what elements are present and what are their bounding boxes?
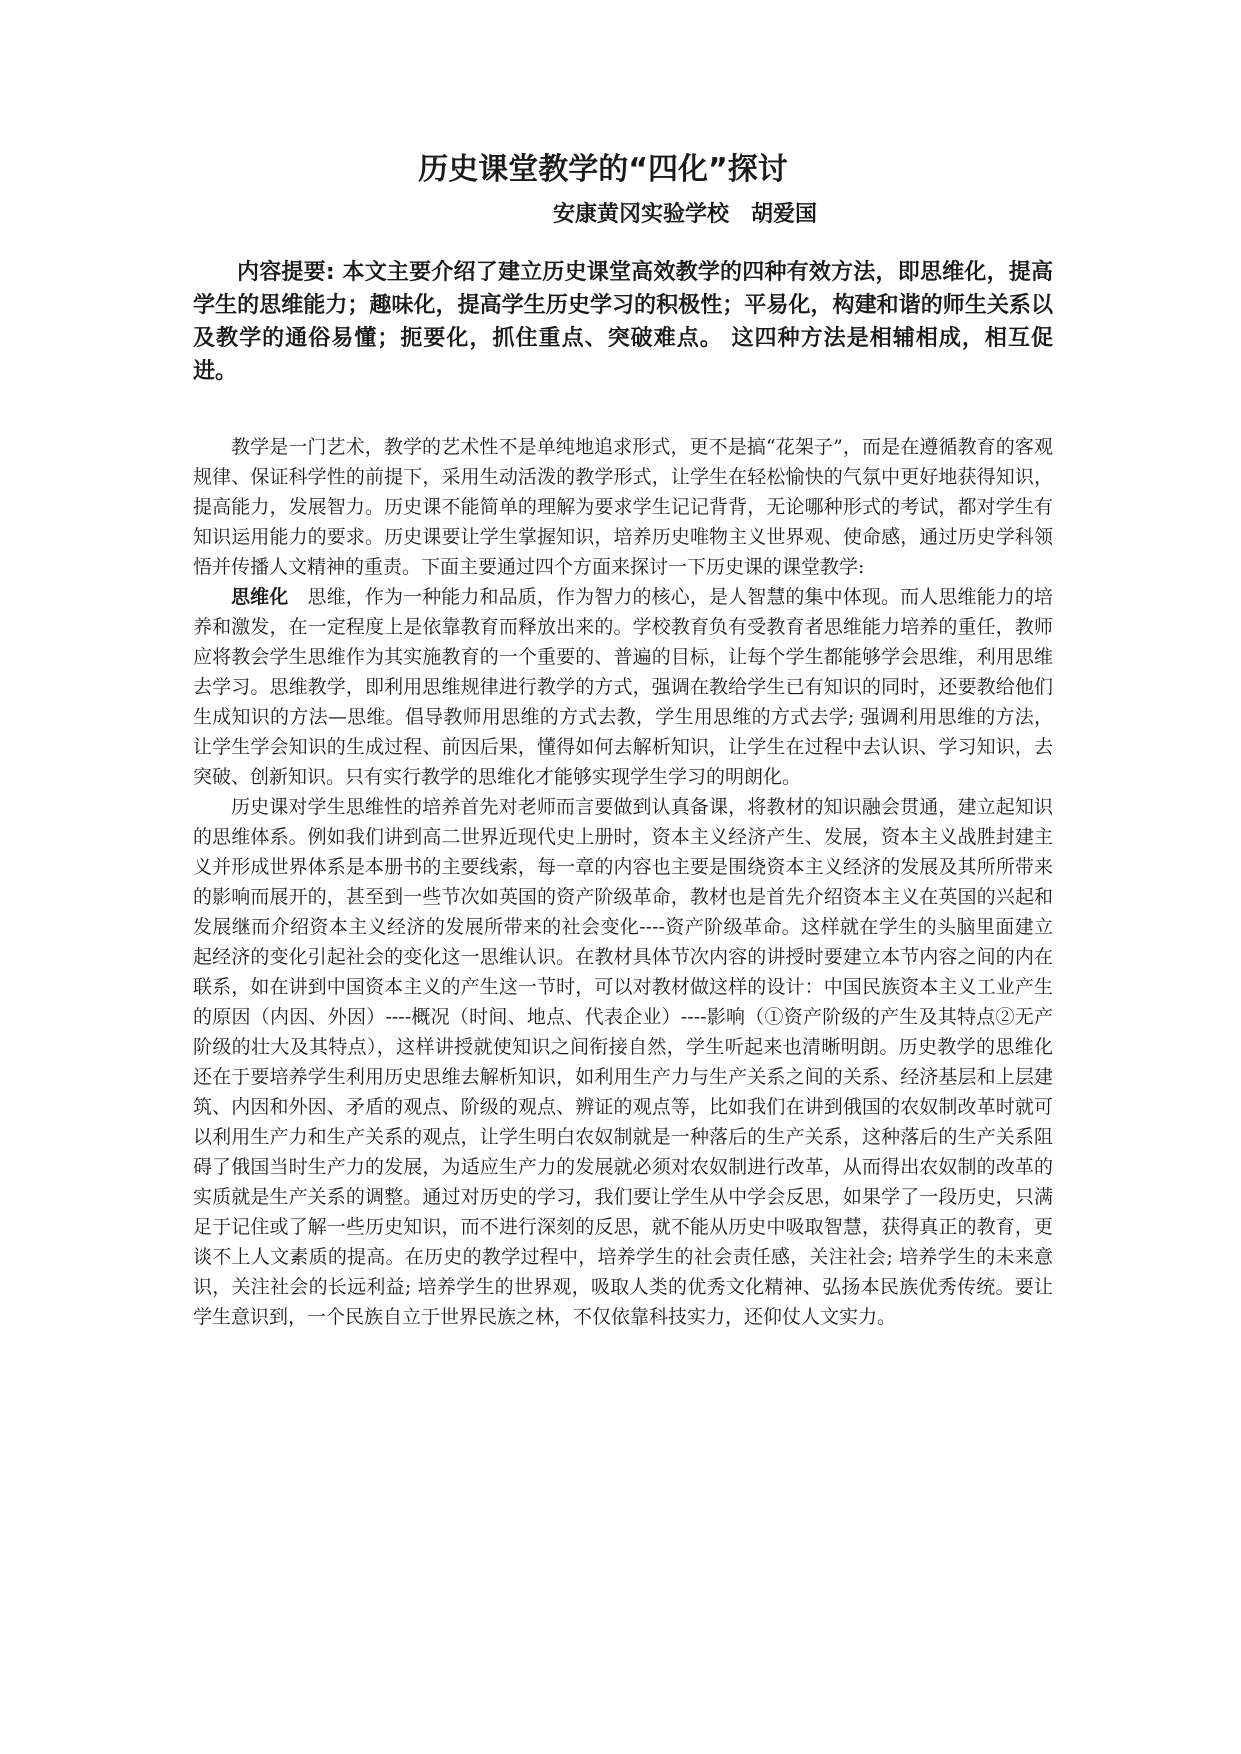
body-paragraph-3: 历史课对学生思维性的培养首先对老师而言要做到认真备课，将教材的知识融会贯通，建立起知识的思维体系。例如我们讲到高二世界近现代史上册时，资本主义经济产生、发展，资本主义战胜封建主义并形成世界体系是本册书的主要线索，每一章的内容也主要是围绕资本主义经济的发展及其所所带来的影响而展开的，甚至到一些节次如英国的资产阶级革命，教材也是首先介绍资本主义在英国的兴起和发展继而介绍资本主义经济的发展所带来的社会变化----资产阶级革命。这样就在学生的头脑里面建立起经济的变化引起社会的变化这一思维认识。在教材具体节次内容的讲授时要建立本节内容之间的内在联系，如在讲到中国资本主义的产生这一节时，可以对教材做这样的设计：中国民族资本主义工业产生的原因（内因、外因）----概况（时间、地点、代表企业）----影响（①资产阶级的产生及其特点②无产阶级的壮大及其特点），这样讲授就使知识之间衔接自然，学生听起来也清晰明朗。历史教学的思维化还在于要培养学生利用历史思维去解析知识，如利用生产力与生产关系之间的关系、经济基层和上层建筑、内因和外因、矛盾的观点、阶级的观点、辨证的观点等，比如我们在讲到俄国的农奴制改革时就可以利用生产力和生产关系的观点，让学生明白农奴制就是一种落后的生产关系，这种落后的生产关系阻碍了俄国当时生产力的发展，为适应生产力的发展就必须对农奴制进行改革，从而得出农奴制的改革的实质就是生产关系的调整。通过对历史的学习，我们要让学生从中学会反思，如果学了一段历史，只满足于记住或了解一些历史知识，而不进行深刻的反思，就不能从历史中吸取智慧，获得真正的教育，更谈不上人文素质的提高。在历史的教学过程中，培养学生的社会责任感，关注社会; 培养学生的未来意识，关注社会的长远利益; 培养学生的世界观，吸取人类的优秀文化精神、弘扬本民族优秀传统。要让学生意识到，一个民族自立于世界民族之林，不仅依靠科技实力，还仰仗人文实力。 (193, 796, 1053, 1328)
section-heading-thinking: 思维化 (231, 586, 289, 608)
document-title: 历史课堂教学的“四化”探讨 (418, 152, 788, 187)
body-paragraph-2 (193, 582, 1053, 792)
author-line: 安康黄冈实验学校 胡爱国 (553, 202, 818, 227)
abstract-text: 本文主要介绍了建立历史课堂高效教学的四种有效方法，即思维化，提高学生的思维能力；趣味化，提高学生历史学习的积极性；平易化，构建和谐的师生关系以及教学的通俗易懂；扼要化，抓住重点、突破难点。 这四种方法是相辅相成，相互促进。 (193, 260, 1053, 384)
body-paragraph-1: 教学是一门艺术，教学的艺术性不是单纯地追求形式，更不是搞“花架子”，而是在遵循教育的客观规律、保证科学性的前提下，采用生动活泼的教学形式，让学生在轻松愉快的气氛中更好地获得知识，提高能力，发展智力。历史课不能简单的理解为要求学生记记背背，无论哪种形式的考试，都对学生有知识运用能力的要求。历史课要让学生掌握知识，培养历史唯物主义世界观、使命感，通过历史学科领悟并传播人文精神的重责。下面主要通过四个方面来探讨一下历史课的课堂教学: (193, 436, 1053, 578)
abstract-label: 内容提要: (237, 260, 335, 285)
document-page (193, 150, 1053, 1332)
body-paragraph-2-text: 思维，作为一种能力和品质，作为智力的核心，是人智慧的集中体现。而人思维能力的培养和激发，在一定程度上是依靠教育而释放出来的。学校教育负有受教育者思维能力培养的重任，教师应将教会学生思维作为其实施教育的一个重要的、普遍的目标，让每个学生都能够学会思维，利用思维去学习。思维教学，即利用思维规律进行教学的方式，强调在教给学生已有知识的同时，还要教给他们生成知识的方法—思维。倡导教师用思维的方式去教，学生用思维的方式去学; 强调利用思维的方法，让学生学会知识的生成过程、前因后果，懂得如何去解析知识，让学生在过程中去认识、学习知识，去突破、创新知识。只有实行教学的思维化才能够实现学生学习的明朗化。 (193, 586, 1053, 788)
abstract (193, 256, 1053, 388)
